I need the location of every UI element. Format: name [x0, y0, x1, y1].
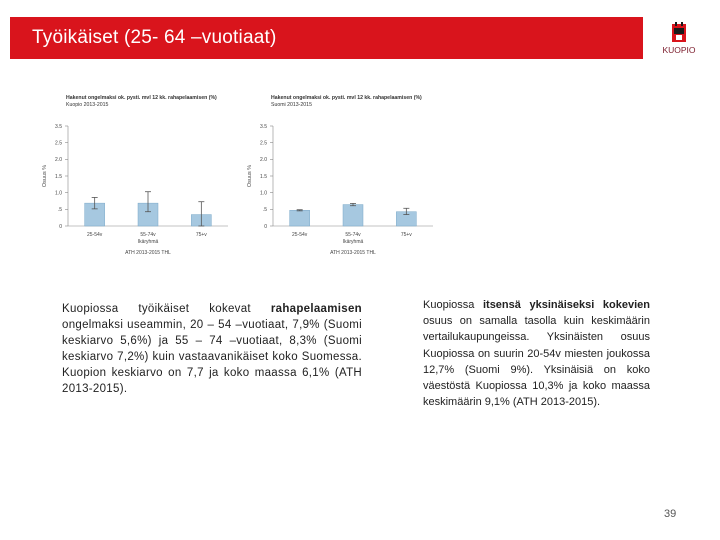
- slide-title: Työikäiset (25- 64 –vuotiaat): [32, 27, 277, 48]
- x-tick-label: 75+v: [195, 232, 207, 238]
- left-paragraph-post: ongelmaksi useammin, 20 – 54 –vuotiaat, 7,9% (Suomi keskiarvo 5,6%) ja 55 – 74 –vuotiaat, 8,3% (Suomi keskiarvo 7,2%) kuin vastaavanikäiset koko Suomessa. Kuopion keskiarvo on 7,7 ja koko maassa 6,1% (ATH 2013-2015).: [62, 319, 362, 395]
- x-tick-label: 25-54v: [87, 232, 103, 238]
- y-tick-label: 0: [59, 223, 62, 230]
- right-paragraph-bold: itsensä yksinäiseksi kokevien: [482, 299, 650, 311]
- right-paragraph-post: osuus on samalla tasolla kuin keskimäärin vertailukaupungeissa. Yksinäisten osuus Kuopiossa on suurin 20-54v miesten joukossa 12,7% (Suomi 9%). Yksinäisiä on koko väestöstä Kuopiossa 10,3% ja koko maassa keskimäärin 9,1% (ATH 2013-2015).: [423, 315, 650, 409]
- x-axis-label: Ikäryhmä: [342, 239, 364, 245]
- y-axis-label: Osuus %: [247, 164, 253, 188]
- chart-subtitle: Suomi 2013-2015: [271, 102, 312, 108]
- y-axis-label: Osuus %: [42, 164, 48, 188]
- y-tick-label: 3.5: [55, 123, 62, 130]
- y-tick-label: 2.5: [55, 140, 62, 147]
- chart-kuopio-svg: [38, 90, 238, 265]
- chart-suomi: [243, 90, 443, 265]
- chart-kuopio: [38, 90, 238, 265]
- left-paragraph: [62, 301, 362, 397]
- left-paragraph-bold: rahapelaamisen: [270, 303, 362, 315]
- y-tick-label: .5: [262, 207, 267, 214]
- chart-title: Hakenut ongelmaksi ok. pysti. mvl 12 kk. rahapelaamisen (%): [66, 95, 217, 101]
- x-tick-label: 55-74v: [345, 232, 361, 238]
- y-tick-label: 1.5: [55, 173, 62, 180]
- right-paragraph-pre: Kuopiossa: [423, 299, 483, 311]
- y-tick-label: 2.5: [260, 140, 267, 147]
- chart-source: ATH 2013-2015 THL: [125, 250, 171, 256]
- bar: [343, 205, 363, 226]
- y-tick-label: 1.0: [260, 190, 267, 197]
- y-tick-label: 1.5: [260, 173, 267, 180]
- chart-subtitle: Kuopio 2013-2015: [66, 102, 109, 108]
- y-tick-label: 3.5: [260, 123, 267, 130]
- x-axis-label: Ikäryhmä: [137, 239, 159, 245]
- y-tick-label: 2.0: [55, 157, 62, 164]
- title-bar: [10, 17, 643, 59]
- x-tick-label: 55-74v: [140, 232, 156, 238]
- logo-text: KUOPIO: [662, 45, 696, 55]
- page-number: 39: [664, 508, 677, 520]
- y-tick-label: 2.0: [260, 157, 267, 164]
- x-tick-label: 25-54v: [292, 232, 308, 238]
- x-tick-label: 75+v: [400, 232, 412, 238]
- y-tick-label: .5: [57, 207, 62, 214]
- y-tick-label: 0: [264, 223, 267, 230]
- kuopio-logo: [662, 20, 700, 60]
- chart-title: Hakenut ongelmaksi ok. pysti. mvl 12 kk. rahapelaamisen (%): [271, 95, 422, 101]
- chart-source: ATH 2013-2015 THL: [330, 250, 376, 256]
- y-tick-label: 1.0: [55, 190, 62, 197]
- left-paragraph-pre: Kuopiossa työikäiset kokevat: [62, 303, 271, 315]
- bar: [290, 210, 310, 226]
- right-paragraph: [423, 297, 650, 410]
- chart-suomi-svg: [243, 90, 443, 265]
